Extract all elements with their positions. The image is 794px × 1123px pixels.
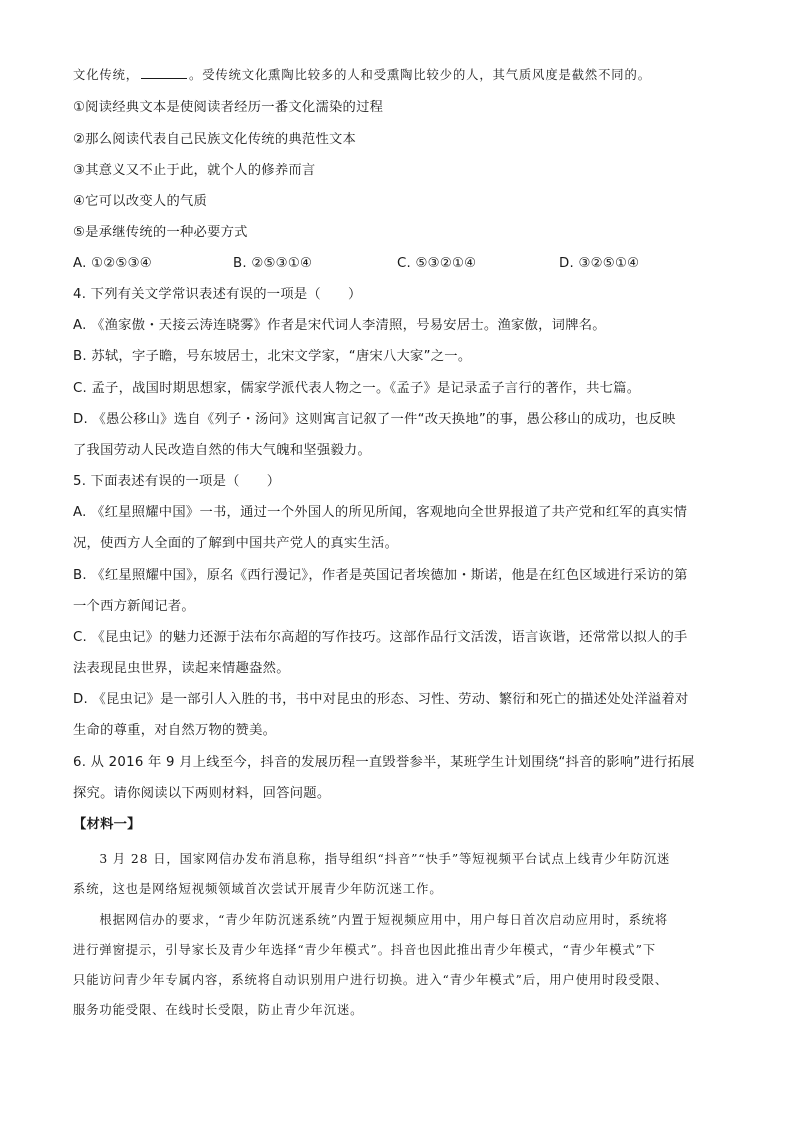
q5-option-b-cont: 一个西方新闻记者。 bbox=[73, 599, 195, 614]
material-line: 根据网信办的要求，“青少年防沉迷系统”内置于短视频应用中，用户每日首次启动应用时，系统将 bbox=[73, 913, 669, 927]
q4-option-d-cont: 了我国劳动人民改造自然的伟大气魄和坚强毅力。 bbox=[73, 443, 372, 458]
q5-option-a-cont: 况，使西方人全面的了解到中国共产党人的真实生活。 bbox=[73, 536, 399, 551]
q3-sentence: ④它可以改变人的气质 bbox=[73, 194, 208, 209]
q3-option-a: A. ①②⑤③④ bbox=[73, 256, 152, 271]
q3-stem-tail bbox=[73, 65, 651, 85]
q5-option-d: D. 《昆虫记》是一部引人入胜的书，书中对昆虫的形态、习性、劳动、繁衍和死亡的描述处处洋溢着对 bbox=[73, 692, 689, 707]
q4-option-c: C. 孟子，战国时期思想家，儒家学派代表人物之一。《孟子》是记录孟子言行的著作，共七篇。 bbox=[73, 381, 641, 396]
material-line: 3 月 28 日，国家网信办发布消息称，指导组织“抖音”“快手”等短视频平台试点上线青少年防沉迷 bbox=[73, 852, 671, 866]
q3-sentence: ⑤是承继传统的一种必要方式 bbox=[73, 225, 248, 240]
q3-sentence: ③其意义又不止于此，就个人的修养而言 bbox=[73, 163, 316, 178]
material-line: 进行弹窗提示，引导家长及青少年选择“青少年模式”。抖音也因此推出青少年模式，“青少年模式”下 bbox=[73, 943, 657, 957]
q4-option-d: D. 《愚公移山》选自《列子・汤问》这则寓言记叙了一件“改天换地”的事，愚公移山的成功，也反映 bbox=[73, 412, 676, 427]
q5-option-d-cont: 生命的尊重，对自然万物的赞美。 bbox=[73, 723, 277, 738]
q5-option-c-cont: 法表现昆虫世界，读起来情趣盎然。 bbox=[73, 661, 290, 676]
q4-stem: 4. 下列有关文学常识表述有误的一项是（ ） bbox=[73, 287, 362, 302]
q3-option-d: D. ③②⑤①④ bbox=[559, 256, 640, 271]
q3-sentence: ②那么阅读代表自己民族文化传统的典范性文本 bbox=[73, 132, 357, 147]
material-line: 服务功能受限、在线时长受限，防止青少年沉迷。 bbox=[73, 1003, 364, 1017]
q5-option-c: C. 《昆虫记》的魅力还源于法布尔高超的写作技巧。这部作品行文活泼，语言诙谐，还常常以拟人的手 bbox=[73, 630, 688, 645]
q4-option-b: B. 苏轼，字子瞻，号东坡居士，北宋文学家，“唐宋八大家”之一。 bbox=[73, 349, 472, 364]
q3-option-b: B. ②⑤③①④ bbox=[233, 256, 313, 271]
q3-options bbox=[73, 254, 723, 274]
q3-stem-post: 。受传统文化熏陶比较多的人和受熏陶比较少的人，其气质风度是截然不同的。 bbox=[189, 68, 651, 82]
q5-stem: 5. 下面表述有误的一项是（ ） bbox=[73, 474, 281, 489]
q5-option-b: B. 《红星照耀中国》，原名《西行漫记》，作者是英国记者埃德加・斯诺，他是在红色区域进行采访的第 bbox=[73, 568, 688, 583]
q3-sentence: ①阅读经典文本是使阅读者经历一番文化濡染的过程 bbox=[73, 100, 384, 115]
q4-option-a: A. 《渔家傲・天接云涛连晓雾》作者是宋代词人李清照，号易安居士。渔家傲，词牌名。 bbox=[73, 318, 606, 333]
q5-option-a: A. 《红星照耀中国》一书，通过一个外国人的所见所闻，客观地向全世界报道了共产党和红军的真实情 bbox=[73, 505, 688, 520]
material-line: 只能访问青少年专属内容，系统将自动识别用户进行切换。进入“青少年模式”后，用户使用时段受限、 bbox=[73, 973, 669, 987]
material-line: 系统，这也是网络短视频领域首次尝试开展青少年防沉迷工作。 bbox=[73, 882, 443, 896]
q6-stem-cont: 探究。请你阅读以下两则材料，回答问题。 bbox=[73, 786, 331, 801]
answer-blank bbox=[141, 65, 187, 79]
q6-stem: 6. 从 2016 年 9 月上线至今，抖音的发展历程一直毁誉参半，某班学生计划围绕“抖音的影响”进行拓展 bbox=[73, 755, 695, 770]
q3-stem-pre: 文化传统， bbox=[73, 68, 139, 82]
material-title: 【材料一】 bbox=[73, 817, 141, 832]
q3-option-c: C. ⑤③②①④ bbox=[397, 256, 477, 271]
